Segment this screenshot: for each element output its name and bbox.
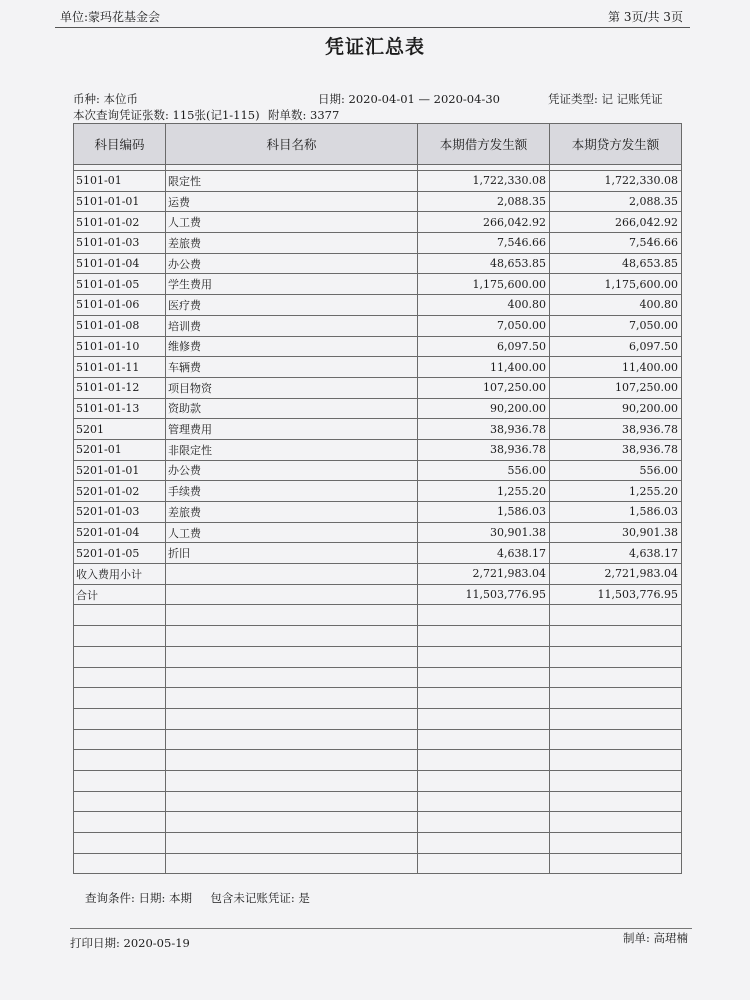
empty-cell xyxy=(74,833,166,854)
debit-cell: 400.80 xyxy=(418,295,550,316)
empty-cell xyxy=(550,667,682,688)
account-code-cell: 5201-01-03 xyxy=(74,502,166,523)
account-code-cell: 5101-01-06 xyxy=(74,295,166,316)
account-code-cell: 5101-01-03 xyxy=(74,233,166,254)
credit-cell: 2,088.35 xyxy=(550,191,682,212)
table-row xyxy=(74,460,682,481)
empty-cell xyxy=(166,770,418,791)
empty-cell xyxy=(418,770,550,791)
account-code-cell: 5101-01-04 xyxy=(74,253,166,274)
account-code-cell: 5201-01-04 xyxy=(74,522,166,543)
debit-cell: 2,721,983.04 xyxy=(418,564,550,585)
empty-cell xyxy=(550,605,682,626)
account-code-cell: 5101-01 xyxy=(74,171,166,192)
print-date: 打印日期: 2020-05-19 xyxy=(70,936,190,950)
header-divider xyxy=(55,27,690,28)
empty-row xyxy=(74,667,682,688)
empty-cell xyxy=(166,708,418,729)
credit-cell: 266,042.92 xyxy=(550,212,682,233)
empty-cell xyxy=(166,688,418,709)
account-name-cell: 车辆费 xyxy=(166,357,418,378)
empty-cell xyxy=(418,667,550,688)
debit-cell: 11,503,776.95 xyxy=(418,584,550,605)
table-row xyxy=(74,233,682,254)
header-debit: 本期借方发生额 xyxy=(418,124,550,165)
account-name-cell: 手续费 xyxy=(166,481,418,502)
empty-cell xyxy=(166,853,418,874)
account-code-cell: 5101-01-05 xyxy=(74,274,166,295)
empty-cell xyxy=(418,750,550,771)
account-name-cell: 折旧 xyxy=(166,543,418,564)
account-name-cell: 办公费 xyxy=(166,460,418,481)
empty-cell xyxy=(418,688,550,709)
account-code-cell: 5201-01-02 xyxy=(74,481,166,502)
empty-cell xyxy=(74,688,166,709)
table-row xyxy=(74,295,682,316)
debit-cell: 266,042.92 xyxy=(418,212,550,233)
credit-cell: 38,936.78 xyxy=(550,439,682,460)
credit-cell: 90,200.00 xyxy=(550,398,682,419)
empty-cell xyxy=(166,605,418,626)
table-row xyxy=(74,171,682,192)
account-code-cell: 5201-01 xyxy=(74,439,166,460)
credit-cell: 7,050.00 xyxy=(550,315,682,336)
empty-cell xyxy=(550,770,682,791)
credit-cell: 2,721,983.04 xyxy=(550,564,682,585)
empty-cell xyxy=(74,667,166,688)
account-name-cell: 非限定性 xyxy=(166,439,418,460)
empty-cell xyxy=(550,708,682,729)
debit-cell: 1,175,600.00 xyxy=(418,274,550,295)
account-code-cell: 5101-01-12 xyxy=(74,377,166,398)
account-name-cell: 差旅费 xyxy=(166,233,418,254)
account-name-cell xyxy=(166,584,418,605)
table-row xyxy=(74,253,682,274)
empty-row xyxy=(74,729,682,750)
empty-cell xyxy=(550,812,682,833)
credit-cell: 400.80 xyxy=(550,295,682,316)
debit-cell: 107,250.00 xyxy=(418,377,550,398)
empty-row xyxy=(74,688,682,709)
empty-cell xyxy=(418,646,550,667)
account-code-cell: 5101-01-11 xyxy=(74,357,166,378)
empty-cell xyxy=(418,605,550,626)
account-name-cell: 办公费 xyxy=(166,253,418,274)
account-name-cell: 学生费用 xyxy=(166,274,418,295)
empty-cell xyxy=(418,791,550,812)
debit-cell: 2,088.35 xyxy=(418,191,550,212)
account-code-cell: 收入费用小计 xyxy=(74,564,166,585)
table-row xyxy=(74,564,682,585)
empty-cell xyxy=(166,729,418,750)
empty-row xyxy=(74,646,682,667)
credit-cell: 107,250.00 xyxy=(550,377,682,398)
empty-row xyxy=(74,833,682,854)
empty-cell xyxy=(74,750,166,771)
account-name-cell: 差旅费 xyxy=(166,502,418,523)
empty-row xyxy=(74,812,682,833)
table-row xyxy=(74,522,682,543)
debit-cell: 6,097.50 xyxy=(418,336,550,357)
query-count: 本次查询凭证张数: 115张(记1-115) xyxy=(73,108,260,122)
debit-cell: 7,050.00 xyxy=(418,315,550,336)
empty-cell xyxy=(74,729,166,750)
empty-cell xyxy=(166,626,418,647)
empty-cell xyxy=(74,646,166,667)
empty-cell xyxy=(166,812,418,833)
credit-cell: 1,175,600.00 xyxy=(550,274,682,295)
account-name-cell: 医疗费 xyxy=(166,295,418,316)
credit-cell: 6,097.50 xyxy=(550,336,682,357)
table-row xyxy=(74,274,682,295)
debit-cell: 1,586.03 xyxy=(418,502,550,523)
account-code-cell: 5201 xyxy=(74,419,166,440)
table-row xyxy=(74,502,682,523)
account-name-cell: 管理费用 xyxy=(166,419,418,440)
table-row xyxy=(74,543,682,564)
account-name-cell: 资助款 xyxy=(166,398,418,419)
header-account-code: 科目编码 xyxy=(74,124,166,165)
empty-cell xyxy=(74,626,166,647)
credit-cell: 7,546.66 xyxy=(550,233,682,254)
empty-cell xyxy=(166,791,418,812)
debit-cell: 1,722,330.08 xyxy=(418,171,550,192)
empty-cell xyxy=(550,791,682,812)
account-code-cell: 5101-01-02 xyxy=(74,212,166,233)
header-account-name: 科目名称 xyxy=(166,124,418,165)
account-name-cell: 运费 xyxy=(166,191,418,212)
account-name-cell: 限定性 xyxy=(166,171,418,192)
empty-cell xyxy=(418,729,550,750)
credit-cell: 1,722,330.08 xyxy=(550,171,682,192)
table-row xyxy=(74,191,682,212)
empty-cell xyxy=(418,833,550,854)
debit-cell: 4,638.17 xyxy=(418,543,550,564)
table-row xyxy=(74,336,682,357)
empty-cell xyxy=(550,688,682,709)
debit-cell: 1,255.20 xyxy=(418,481,550,502)
account-code-cell: 5201-01-05 xyxy=(74,543,166,564)
account-name-cell: 维修费 xyxy=(166,336,418,357)
table-row xyxy=(74,481,682,502)
empty-cell xyxy=(166,667,418,688)
table-header-row xyxy=(74,124,682,165)
debit-cell: 48,653.85 xyxy=(418,253,550,274)
account-code-cell: 5101-01-13 xyxy=(74,398,166,419)
empty-cell xyxy=(418,708,550,729)
empty-cell xyxy=(74,708,166,729)
empty-cell xyxy=(166,646,418,667)
empty-cell xyxy=(418,626,550,647)
empty-cell xyxy=(166,750,418,771)
table-row xyxy=(74,315,682,336)
table-row xyxy=(74,398,682,419)
debit-cell: 30,901.38 xyxy=(418,522,550,543)
empty-cell xyxy=(166,833,418,854)
table-body xyxy=(74,165,682,874)
empty-cell xyxy=(550,750,682,771)
account-name-cell: 人工费 xyxy=(166,212,418,233)
table-row xyxy=(74,212,682,233)
debit-cell: 90,200.00 xyxy=(418,398,550,419)
credit-cell: 30,901.38 xyxy=(550,522,682,543)
empty-cell xyxy=(74,791,166,812)
credit-cell: 1,586.03 xyxy=(550,502,682,523)
empty-row xyxy=(74,770,682,791)
empty-row xyxy=(74,791,682,812)
currency-label: 币种: 本位币 xyxy=(73,92,139,106)
footer-divider xyxy=(70,928,692,929)
empty-row xyxy=(74,626,682,647)
account-code-cell: 5101-01-10 xyxy=(74,336,166,357)
credit-cell: 556.00 xyxy=(550,460,682,481)
empty-cell xyxy=(74,853,166,874)
credit-cell: 11,400.00 xyxy=(550,357,682,378)
debit-cell: 11,400.00 xyxy=(418,357,550,378)
voucher-type: 凭证类型: 记 记账凭证 xyxy=(548,92,663,106)
credit-cell: 38,936.78 xyxy=(550,419,682,440)
summary-table xyxy=(73,123,682,874)
table-row xyxy=(74,419,682,440)
empty-row xyxy=(74,750,682,771)
table-row xyxy=(74,584,682,605)
account-name-cell: 人工费 xyxy=(166,522,418,543)
table-row xyxy=(74,439,682,460)
attachment-count: 附单数: 3377 xyxy=(268,108,340,122)
credit-cell: 48,653.85 xyxy=(550,253,682,274)
empty-row xyxy=(74,853,682,874)
empty-cell xyxy=(550,833,682,854)
account-code-cell: 5101-01-08 xyxy=(74,315,166,336)
empty-cell xyxy=(74,770,166,791)
debit-cell: 38,936.78 xyxy=(418,439,550,460)
unit-label: 单位:蒙玛花基金会 xyxy=(60,10,161,24)
account-code-cell: 5201-01-01 xyxy=(74,460,166,481)
table-row xyxy=(74,377,682,398)
credit-cell: 1,255.20 xyxy=(550,481,682,502)
date-range: 日期: 2020-04-01 — 2020-04-30 xyxy=(318,92,500,106)
empty-cell xyxy=(550,646,682,667)
empty-cell xyxy=(418,812,550,833)
debit-cell: 38,936.78 xyxy=(418,419,550,440)
empty-cell xyxy=(74,605,166,626)
maker-label: 制单: 高珺楠 xyxy=(623,931,689,945)
header-credit: 本期贷方发生额 xyxy=(550,124,682,165)
account-code-cell: 合计 xyxy=(74,584,166,605)
query-conditions: 查询条件: 日期: 本期 包含未记账凭证: 是 xyxy=(85,891,310,905)
account-name-cell xyxy=(166,564,418,585)
empty-cell xyxy=(418,853,550,874)
empty-cell xyxy=(550,626,682,647)
empty-cell xyxy=(550,729,682,750)
debit-cell: 556.00 xyxy=(418,460,550,481)
account-name-cell: 培训费 xyxy=(166,315,418,336)
empty-row xyxy=(74,708,682,729)
account-name-cell: 项目物资 xyxy=(166,377,418,398)
empty-cell xyxy=(74,812,166,833)
account-code-cell: 5101-01-01 xyxy=(74,191,166,212)
table-row xyxy=(74,357,682,378)
empty-cell xyxy=(550,853,682,874)
page-number: 第 3页/共 3页 xyxy=(608,10,683,24)
empty-row xyxy=(74,605,682,626)
page-title: 凭证汇总表 xyxy=(324,36,425,58)
credit-cell: 11,503,776.95 xyxy=(550,584,682,605)
debit-cell: 7,546.66 xyxy=(418,233,550,254)
credit-cell: 4,638.17 xyxy=(550,543,682,564)
